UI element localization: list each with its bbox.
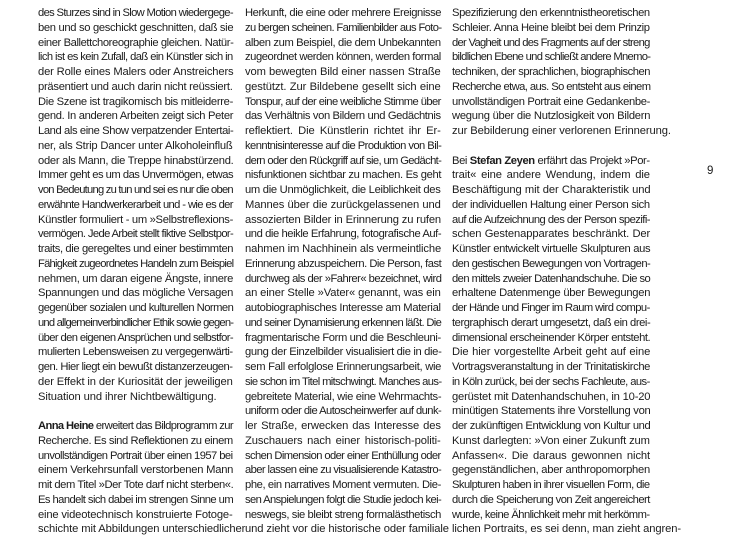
text-line: reflektiert. Die Künstlerin richtet ihr Er- [245,124,441,139]
text-line: gen. Hier liegt ein bewußt distanzerzeugen- [38,360,233,375]
text-line: oder als Mann, die Treppe hinabstürzend. [38,154,233,169]
text-line: Fähigkeit zugeordnetes Handeln zum Beispiel [38,257,233,272]
text-line: der Rolle eines Malers oder Anstreichers [38,65,233,80]
text-line: zu bergen scheinen. Familienbilder aus Foto- [245,21,441,36]
text-line: sem Fall erfolglose Erinnerungsarbeit, wie [245,360,441,375]
text-line: Spannungen und das mögliche Versagen [38,286,233,301]
text-line: gebreitete Material, wie eine Wehrmachts- [245,390,441,405]
text-line: Zuschauers nach einer historisch-politi- [245,434,441,449]
text-line: Skulpturen haben in ihrer visuellen Form, die [452,478,650,493]
text-line: dimensional erscheinender Körper entsteht. [452,331,650,346]
text-line-rest: erweitert das Bildprogramm zur [93,420,233,432]
bold-name: Stefan Zeyen [470,155,535,167]
text-line: gend. In anderen Arbeiten zeigt sich Peter [38,109,233,124]
text-line: autobiographisches Interesse am Material [245,301,441,316]
text-line: Herkunft, die eine oder mehrere Ereignisse [245,6,441,21]
text-line: wegung über die Nutzlosigkeit von Bildern [452,109,650,124]
text-line: den mittels zweier Datenhandschuhe. Die so [452,272,650,287]
text-line: unvollständigen Portrait über einen 1957 bei [38,449,233,464]
text-line: den gestischen Bewegungen von Vortragen- [452,257,650,272]
text-line: vom bewegten Bild einer nassen Straße [245,65,441,80]
text-line: von Bedeutung zu tun und sei es nur die oben [38,183,233,198]
text-line: Tonspur, auf der eine weibliche Stimme über [245,95,441,110]
text-line: techniken, der sprachlichen, biographischen [452,65,650,80]
text-line: einer Ballettchoreographie gleichen. Natür- [38,36,233,51]
text-line: präsentiert und auch darin nicht reüssiert. [38,80,233,95]
paragraph [452,6,650,139]
text-line: neswegs, sie bleibt streng formalästhetisch [245,508,441,523]
paragraph [452,154,650,537]
text-line: gestützt. Zur Bildebene gesellt sich eine [245,80,441,95]
text-line: und allgemeinverbindlicher Ethik sowie gegen- [38,316,233,331]
text-line: Vortragsveranstaltung in der Trinitatiskirche [452,360,650,375]
text-line: und die heikle Erfahrung, fotografische Auf- [245,227,441,242]
text-column-2 [245,6,441,537]
text-line: erhaltene Datenmenge über Bewegungen [452,286,650,301]
text-line: sen Anspielungen folgt die Studie jedoch kei- [245,493,441,508]
text-line: das Verhältnis von Bildern und Gedächtnis [245,109,441,124]
text-line: der Vagheit und des Fragments auf der streng [452,36,650,51]
text-line: der individuellen Haltung einer Person sich [452,198,650,213]
text-line: dern oder den Rückgriff auf sie, um Gedächt- [245,154,441,169]
text-line: aber lassen eine zu visualisierende Katastro- [245,463,441,478]
text-line: fragmentarische Form und die Beschleuni- [245,331,441,346]
text-column-3 [452,6,650,537]
text-line: lich ist es kein Zufall, daß ein Künstler sich in [38,50,233,65]
text-line: in Köln zurück, bei der sechs Fachleute, aus- [452,375,650,390]
text-line: Kunst darlegten: »Von einer Zukunft zum [452,434,650,449]
text-line: traits, die geregeltes und einer bestimmten [38,242,233,257]
text-line: vermögen. Jede Arbeit stellt fiktive Selbstpor- [38,227,233,242]
text-line: durchweg als der »Fahrer« bezeichnet, wird [245,272,441,287]
text-line: ler Straße, erwecken das Interesse des [245,419,441,434]
text-line: Künstler formuliert - um »Selbstreflexions- [38,213,233,228]
text-line: gegenständlichen, aber anthropomorphen [452,463,650,478]
text-line: gung der Einzelbilder visualisiert die in die- [245,345,441,360]
paragraph-prefix: Bei [452,155,470,167]
text-line: mit dem Titel »Der Tote darf nicht sterben«. [38,478,233,493]
text-line: der Effekt in der Kuriosität der jeweiligen [38,375,233,390]
text-line: der zukünftigen Entwicklung von Kultur und [452,419,650,434]
page-number: 9 [707,165,713,177]
text-line: Erinnerung abzuspeichern. Die Person, fast [245,257,441,272]
text-line: lichen Portraits, es sei denn, man zieht angren- [452,522,650,537]
text-line: zur Bebilderung einer verlorenen Erinnerung. [452,124,650,139]
text-line: Die Szene ist tragikomisch bis mitleiderre- [38,95,233,110]
text-line: Recherche. Es sind Reflektionen zu einem [38,434,233,449]
text-line: Immer geht es um das Unvermögen, etwas [38,168,233,183]
text-line: phe, ein narratives Moment vermuten. Die- [245,478,441,493]
text-line: Land als eine Show verpatzender Entertai- [38,124,233,139]
text-line: nahmen im Nachhinein als vermeintliche [245,242,441,257]
text-line: nisfunktionen sichtbar zu machen. Es geht [245,168,441,183]
text-line: um die Unmöglichkeit, die Leiblichkeit des [245,183,441,198]
text-line: trait« eine andere Wendung, indem die [452,168,650,183]
text-line: gerüstet mit Datenhandschuhen, in 10-20 [452,390,650,405]
text-line: und seiner Dynamisierung erkennen läßt. Die [245,316,441,331]
text-line: minütigen Statements ihre Vorstellung von [452,404,650,419]
text-line: an einer Stelle »Vater« genannt, was ein [245,286,441,301]
text-line: assozierten Bilder in Erinnerung zu rufen [245,213,441,228]
text-line: Schleier. Anna Heine bleibt bei dem Prinzip [452,21,650,36]
text-line: Beschäftigung mit der Charakteristik und [452,183,650,198]
text-line: Die hier vorgestellte Arbeit geht auf eine [452,345,650,360]
text-line: ben und so geschickt geschnitten, daß sie [38,21,233,36]
text-line: unvollständigen Portrait eine Gedankenbe- [452,95,650,110]
text-line: schichte mit Abbildungen unterschiedlicher [38,522,233,537]
text-line: der Hände und Finger im Raum wird compu- [452,301,650,316]
text-line: kenntnisinteresse auf die Produktion von Bil- [245,139,441,154]
text-line: über den eigenen Ansprüchen und selbstfor- [38,331,233,346]
text-line: uniform oder die Autoscheinwerfer auf dunk- [245,404,441,419]
text-line [452,154,650,169]
text-line: ner, als Strip Dancer unter Alkoholeinfluß [38,139,233,154]
text-line: durch die Speicherung von Zeit angereichert [452,493,650,508]
text-line: sie schon im Titel mitschwingt. Manches aus- [245,375,441,390]
paragraph [245,6,441,537]
text-line: gegenüber sozialen und kulturellen Normen [38,301,233,316]
text-line [38,419,233,434]
text-line-rest: erfährt das Projekt »Por- [535,155,650,167]
text-line: Anfassen«. Die daraus gewonnen nicht [452,449,650,464]
text-line: Es handelt sich dabei im strengen Sinne um [38,493,233,508]
text-line: Künstler entwickelt virtuelle Skulpturen aus [452,242,650,257]
text-column-1 [38,6,233,537]
bold-name: Anna Heine [38,420,93,432]
text-line: Recherche etwa, aus. So entsteht aus einem [452,80,650,95]
text-line: Mannes über die zurückgelassenen und [245,198,441,213]
text-line: des Sturzes sind in Slow Motion wiedergege- [38,6,233,21]
text-line: zugeordnet werden können, werden formal [245,50,441,65]
text-line: schen Gestenapparates beschränkt. Der [452,227,650,242]
text-line: Situation und ihrer Nichtbewältigung. [38,390,233,405]
text-line: alben zum Beispiel, die dem Unbekannten [245,36,441,51]
text-line: und zieht vor die historische oder familiale [245,522,441,537]
text-line: schen Dimension oder einer Enthüllung oder [245,449,441,464]
text-line: Spezifizierung den erkenntnistheoretischen [452,6,650,21]
text-line: bildlichen Ebene und schließt andere Mnemo- [452,50,650,65]
text-line: auf die Aufzeichnung des der Person spezifi- [452,213,650,228]
text-line: wurde, keine Ähnlichkeit mehr mit herkömm- [452,508,650,523]
text-line: tergraphisch derart umgesetzt, daß ein drei- [452,316,650,331]
text-line: erwähnte Handwerkerarbeit und - wie es der [38,198,233,213]
paragraph [38,419,233,537]
paragraph [38,6,233,404]
text-line: nehmen, um daran eigene Ängste, innere [38,272,233,287]
text-line: mulierten Lebensweisen zu vergegenwärti- [38,345,233,360]
text-line: eine videotechnisch konstruierte Fotoge- [38,508,233,523]
text-line: einem Verkehrsunfall verstorbenen Mann [38,463,233,478]
